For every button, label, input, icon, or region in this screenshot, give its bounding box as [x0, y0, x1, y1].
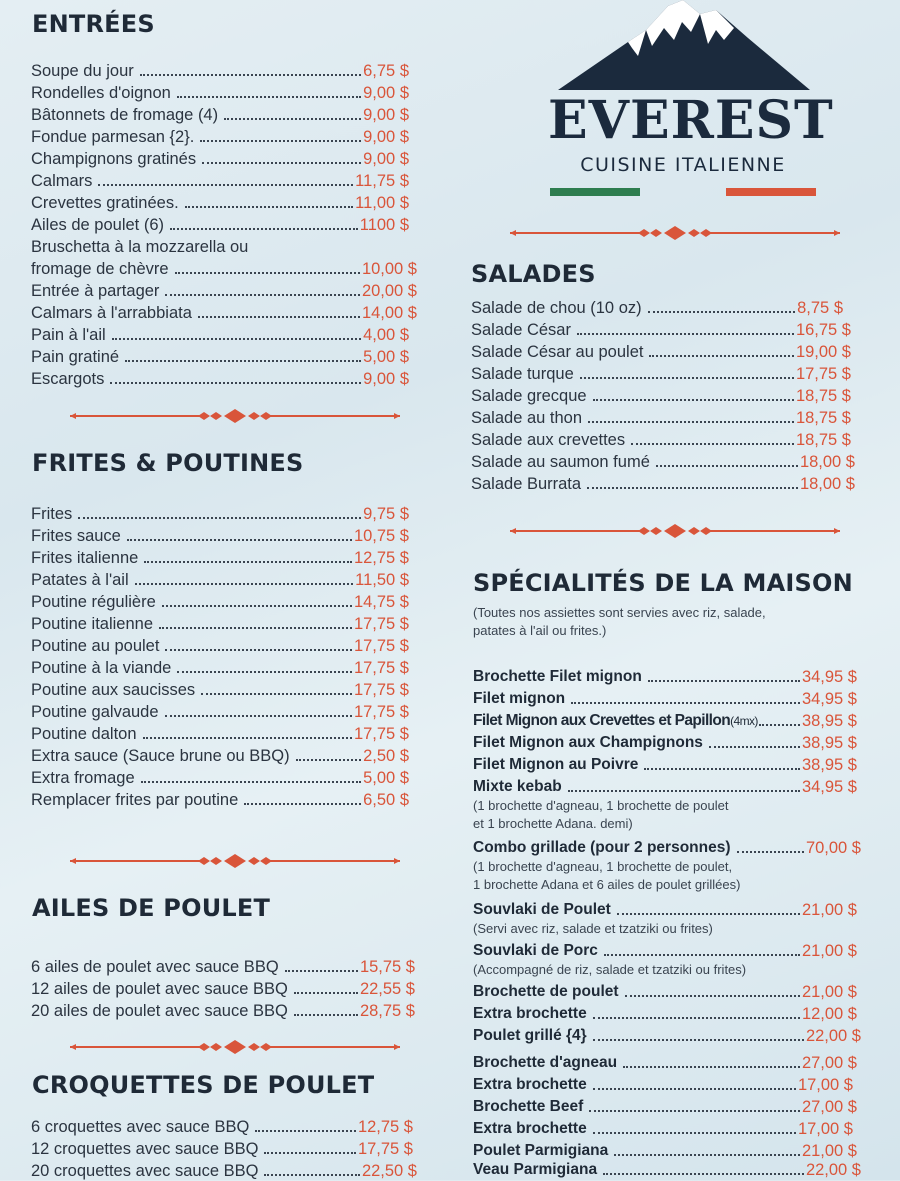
mountain-icon	[548, 0, 818, 92]
menu-item: Fondue parmesan {2}. 9,00 $	[31, 128, 409, 146]
menu-item: 6 croquettes avec sauce BBQ 12,75 $	[31, 1118, 413, 1136]
menu-item: Extra fromage 5,00 $	[31, 769, 409, 787]
menu-item: Frites 9,75 $	[31, 505, 409, 523]
menu-item: Salade de chou (10 oz) 8,75 $	[471, 299, 843, 317]
menu-item: Souvlaki de Poulet 21,00 $	[473, 901, 857, 919]
menu-item: Escargots 9,00 $	[31, 370, 409, 388]
menu-item: Poutine à la viande 17,75 $	[31, 659, 409, 677]
item-note: (Servi avec riz, salade et tzatziki ou frites)	[473, 921, 713, 936]
menu-item: Extra brochette 17,00 $	[473, 1120, 853, 1138]
menu-item: Salade Burrata 18,00 $	[471, 475, 855, 493]
everest-logo	[548, 0, 834, 200]
menu-item: Entrée à partager 20,00 $	[31, 282, 417, 300]
menu-item: Salade César au poulet 19,00 $	[471, 343, 851, 361]
menu-item: Filet Mignon aux Champignons 38,95 $	[473, 734, 857, 752]
menu-item: Poutine italienne 17,75 $	[31, 615, 409, 633]
menu-item: Soupe du jour 6,75 $	[31, 62, 409, 80]
menu-item: Extra brochette 12,00 $	[473, 1005, 857, 1023]
section-note: patates à l'ail ou frites.)	[473, 623, 607, 638]
menu-item: Patates à l'ail 11,50 $	[31, 571, 409, 589]
menu-item: Remplacer frites par poutine 6,50 $	[31, 791, 409, 809]
section-title-entrees: ENTRÉES	[32, 10, 155, 38]
menu-item: Rondelles d'oignon 9,00 $	[31, 84, 409, 102]
item-note: (Accompagné de riz, salade et tzatziki ou frites)	[473, 962, 747, 977]
menu-item: Brochette d'agneau 27,00 $	[473, 1054, 857, 1072]
menu-item: Brochette Filet mignon 34,95 $	[473, 668, 857, 686]
menu-item: Souvlaki de Porc 21,00 $	[473, 942, 857, 960]
section-divider	[70, 1039, 400, 1055]
menu-item: Poulet grillé {4} 22,00 $	[473, 1027, 861, 1045]
menu-item: Filet Mignon au Poivre 38,95 $	[473, 756, 857, 774]
menu-item: Salade César 16,75 $	[471, 321, 851, 339]
item-note: (1 brochette d'agneau, 1 brochette de poulet,	[473, 859, 733, 874]
item-note: et 1 brochette Adana. demi)	[473, 816, 633, 831]
section-divider	[510, 225, 840, 241]
menu-item: Salade grecque 18,75 $	[471, 387, 851, 405]
menu-item: 12 croquettes avec sauce BBQ 17,75 $	[31, 1140, 413, 1158]
menu-item: 20 ailes de poulet avec sauce BBQ 28,75 $	[31, 1002, 415, 1020]
section-title-ailes: AILES DE POULET	[32, 894, 271, 922]
menu-item: Calmars 11,75 $	[31, 172, 409, 190]
menu-item-continued: Bruschetta à la mozzarella ou	[31, 238, 249, 256]
item-note: 1 brochette Adana et 6 ailes de poulet grillées)	[473, 877, 741, 892]
menu-item: Extra brochette 17,00 $	[473, 1076, 853, 1094]
menu-item: Calmars à l'arrabbiata 14,00 $	[31, 304, 417, 322]
menu-item: Mixte kebab 34,95 $	[473, 778, 857, 796]
menu-item: Filet mignon 34,95 $	[473, 690, 857, 708]
flag-green-bar	[550, 188, 640, 196]
item-note: (1 brochette d'agneau, 1 brochette de poulet	[473, 798, 729, 813]
menu-item: Pain gratiné 5,00 $	[31, 348, 409, 366]
menu-item: Poutine galvaude 17,75 $	[31, 703, 409, 721]
menu-item: Champignons gratinés 9,00 $	[31, 150, 409, 168]
menu-item: Bâtonnets de fromage (4) 9,00 $	[31, 106, 409, 124]
menu-item: Frites sauce 10,75 $	[31, 527, 409, 545]
section-title-specialites: SPÉCIALITÉS DE LA MAISON	[473, 569, 853, 597]
menu-item: Poulet Parmigiana 21,00 $	[473, 1142, 857, 1160]
section-title-croquettes: CROQUETTES DE POULET	[32, 1071, 375, 1099]
menu-item: Crevettes gratinées. 11,00 $	[31, 194, 409, 212]
section-note: (Toutes nos assiettes sont servies avec riz, salade,	[473, 605, 766, 620]
menu-item: Filet Mignon aux Crevettes et Papillon(4mx) 38,95 $	[473, 712, 857, 730]
menu-item: Salade au thon 18,75 $	[471, 409, 851, 427]
section-divider	[70, 408, 400, 424]
brand-name: EVEREST	[548, 90, 834, 151]
menu-item: Poutine au poulet 17,75 $	[31, 637, 409, 655]
menu-item: Extra sauce (Sauce brune ou BBQ) 2,50 $	[31, 747, 409, 765]
menu-item: Ailes de poulet (6) 1100 $	[31, 216, 409, 234]
section-divider	[70, 853, 400, 869]
menu-item: Veau Parmigiana 22,00 $	[473, 1161, 861, 1179]
menu-item: Salade au saumon fumé 18,00 $	[471, 453, 855, 471]
menu-item: Poutine aux saucisses 17,75 $	[31, 681, 409, 699]
brand-subtitle: CUISINE ITALIENNE	[580, 154, 786, 176]
menu-item: 6 ailes de poulet avec sauce BBQ 15,75 $	[31, 958, 415, 976]
menu-item: Brochette de poulet 21,00 $	[473, 983, 857, 1001]
flag-red-bar	[726, 188, 816, 196]
menu-item: Poutine dalton 17,75 $	[31, 725, 409, 743]
menu-item: fromage de chèvre 10,00 $	[31, 260, 417, 278]
menu-item: Frites italienne 12,75 $	[31, 549, 409, 567]
menu-item: Salade turque 17,75 $	[471, 365, 851, 383]
menu-item: Combo grillade (pour 2 personnes) 70,00 $	[473, 839, 861, 857]
section-divider	[510, 523, 840, 539]
section-title-salades: SALADES	[471, 260, 596, 288]
menu-item: Poutine régulière 14,75 $	[31, 593, 409, 611]
menu-item: 12 ailes de poulet avec sauce BBQ 22,55 $	[31, 980, 415, 998]
menu-item: 20 croquettes avec sauce BBQ 22,50 $	[31, 1162, 417, 1180]
section-title-frites: FRITES & POUTINES	[32, 449, 304, 477]
menu-item: Pain à l'ail 4,00 $	[31, 326, 409, 344]
menu-item: Brochette Beef 27,00 $	[473, 1098, 857, 1116]
menu-item: Salade aux crevettes 18,75 $	[471, 431, 851, 449]
